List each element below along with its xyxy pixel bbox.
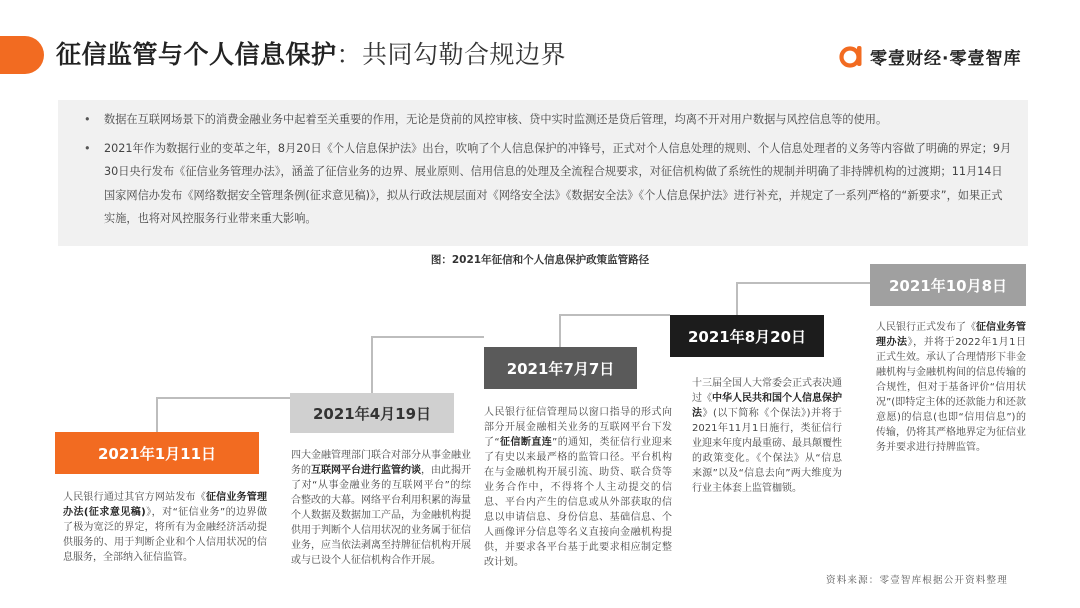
page-title-main: 征信监管与个人信息保护 [56,40,337,69]
timeline-description-3 [484,405,672,570]
timeline-description-5 [876,320,1026,455]
emphasis-text: 征信业务管理办法(征求意见稿) [63,492,268,518]
timeline-date-4: 2021年8月20日 [670,315,824,357]
emphasis-text: 征信断直连 [499,437,553,448]
page-title-separator: ： [336,40,363,69]
description-text: 》，并将于2022年1月1日正式生效。承认了合理情形下非金融机构与金融机构间的信息传输的合规性，但对于基备评价“信用状况”(即特定主体的还款能力和还款意愿)的信息(也即“信用信息”)的传输，仍将其严格地界定为征信业务并要求进行持牌监管。 [876,337,1026,453]
summary-bullet: • 数据在互联网场景下的消费金融业务中起着至关重要的作用，无论是贷前的风控审核、贷中实时监测还是贷后管理，均离不开对用户数据与风控信息等的使用。 [84,108,1012,132]
description-text: 人民银行通过其官方网站发布《 [63,492,206,503]
timeline-description-4 [692,376,842,496]
emphasis-text: 征信业务管理办法 [876,322,1026,348]
emphasis-text: 互联网平台进行监管约谈 [311,465,421,476]
description-text: 十三届全国人大常委会正式表决通过《 [692,378,842,404]
timeline-date-3: 2021年7月7日 [484,347,637,389]
description-text: 》(以下简称《个保法》)并将于2021年11月1日施行，类征信行业迎来年度内最重磅、最具颠覆性的政策变化。《个保法》从“信息来源”以及“信息去向”两大维度为行业主体套上监管枷锁。 [692,408,842,494]
description-text: 人民银行征信管理局以窗口指导的形式向部分开展金融相关业务的互联网平台下发了“ [484,407,672,448]
connector-line [737,283,870,315]
connector-line [560,315,670,347]
connector-line [372,337,484,393]
timeline-date-5: 2021年10月8日 [870,264,1026,306]
brand-name: 零壹财经·零壹智库 [870,48,1022,69]
timeline-date-1: 2021年1月11日 [55,432,259,474]
timeline-description-2 [291,448,471,568]
description-text: 四大金融管理部门联合对部分从事金融业务的 [291,450,471,476]
description-text: ”的通知，类征信行业迎来了有史以来最严格的监管口径。平台机构在与金融机构开展引流、助贷、联合贷等业务合作中，不得将个人主动提交的信息、平台内产生的信息或从外部获取的信息以申请信息、身份信息、基础信息、个人画像评分信息等名义直接向金融机构提供，并要求各平台基于此要求相应制定整改计划。 [484,437,672,568]
timeline-description-1 [63,490,267,565]
description-text: ，由此揭开了对“从事金融业务的互联网平台”的综合整改的大幕。网络平台利用积累的海量个人数据及数据加工产品，为金融机构提供用于判断个人信用状况的业务属于征信业务，应当依法剥离至持牌征信机构开展或与已设个人征信机构合作开展。 [291,465,471,566]
figure-caption: 图：2021年征信和个人信息保护政策监管路径 [430,254,650,266]
source-note: 资料来源：零壹智库根据公开资料整理 [826,575,1008,586]
description-text: 》，对“征信业务”的边界做了极为宽泛的界定，将所有为金融经济活动提供服务的、用于判断企业和个人信用状况的信息服务，全部纳入征信监管。 [63,507,267,563]
description-text: 人民银行正式发布了《 [876,322,976,333]
emphasis-text: 中华人民共和国个人信息保护法 [692,393,842,419]
connector-line [157,398,290,432]
timeline-date-2: 2021年4月19日 [290,393,454,433]
page-title-sub: 共同勾勒合规边界 [362,40,567,69]
summary-bullet: • 2021年作为数据行业的变革之年，8月20日《个人信息保护法》出台，吹响了个人信息保护的冲锋号，正式对个人信息处理的规则、个人信息处理者的义务等内容做了明确的界定；9月30日央行发布《征信业务管理办法》，涵盖了征信业务的边界、展业原则、信用信息的处理及全流程合规要求，对征信机构做了系统性的规制并明确了非持牌机构的过渡期；11月14日国家网信办发布《网络数据安全管理条例(征求意见稿)》，拟从行政法规层面对《网络安全法》《数据安全法》《个人信息保护法》进行补充，并规定了一系列严格的“新要求”，如果正式实施，也将对风控服务行业带来重大影响。 [84,137,1012,231]
